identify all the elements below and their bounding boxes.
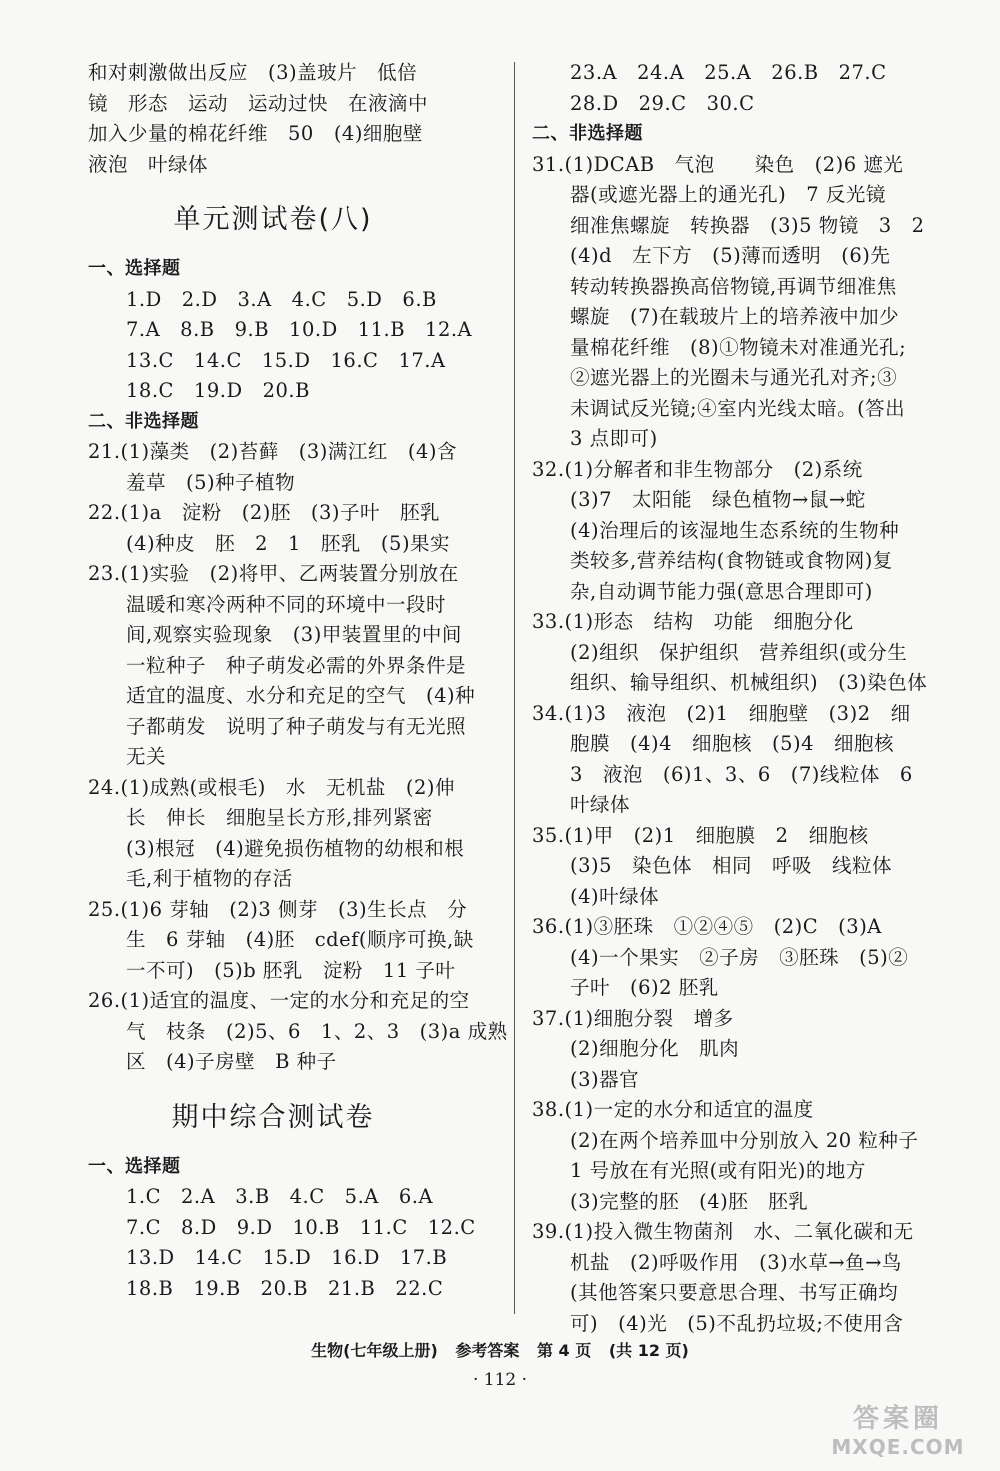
text-line: 和对刺激做出反应 (3)盖玻片 低倍 [88, 61, 418, 84]
text-line: 镜 形态 运动 运动过快 在液滴中 [88, 91, 429, 115]
text-line: 无关 [126, 745, 167, 768]
text-line: 适宜的温度、水分和充足的空气 (4)种 [126, 684, 476, 707]
footer-page: 第 4 页 [536, 1341, 592, 1360]
choice-answers [88, 1182, 498, 1304]
footer-answers: 参考答案 [455, 1341, 520, 1360]
text-line: 36.(1)③胚珠 ①②④⑤ (2)C (3)A [532, 915, 882, 938]
text-line: 24.(1)成熟(或根毛) 水 无机盐 (2)伸 [88, 775, 455, 799]
text-line: 一粒种子 种子萌发必需的外界条件是 [126, 653, 467, 677]
continued-answers [88, 58, 498, 180]
text-line: 34.(1)3 液泡 (2)1 细胞壁 (3)2 细 [532, 701, 911, 725]
text-line: 生 6 芽轴 (4)胚 cdef(顺序可换,缺 [126, 928, 474, 951]
text-line: 39.(1)投入微生物菌剂 水、二氧化碳和无 [532, 1220, 914, 1243]
text-line: (4)d 左下方 (5)薄而透明 (6)先 [570, 244, 891, 267]
text-line: (4)一个果实 ②子房 ③胚珠 (5)② [570, 945, 909, 969]
text-line: 7.A 8.B 9.B 10.D 11.B 12.A [126, 318, 473, 341]
text-line: 37.(1)细胞分裂 增多 [532, 1006, 734, 1030]
open-answers [532, 150, 942, 1340]
spacer [88, 180, 498, 200]
text-line: 3 点即可) [570, 427, 658, 450]
text-line: 26.(1)适宜的温度、一定的水分和充足的空 [88, 989, 470, 1012]
text-line: 间,观察实验现象 (3)甲装置里的中间 [126, 623, 462, 646]
text-line: (3)5 染色体 相同 呼吸 线粒体 [570, 854, 893, 877]
text-line: 转动转换器换高倍物镜,再调节细准焦 [570, 274, 897, 298]
column-divider [514, 62, 515, 1314]
text-line: 加入少量的棉花纤维 50 (4)细胞壁 [88, 122, 423, 145]
text-line: 33.(1)形态 结构 功能 细胞分化 [532, 610, 854, 633]
section-heading-choice: 一、选择题 [88, 1155, 181, 1177]
text-line: 子叶 (6)2 胚乳 [570, 976, 719, 999]
choice-answers [88, 285, 498, 407]
text-line: (4)叶绿体 [570, 884, 660, 908]
text-line: 13.D 14.C 15.D 16.D 17.B [126, 1246, 448, 1269]
text-line: 胞膜 (4)4 细胞核 (5)4 细胞核 [570, 732, 895, 755]
page-footer [0, 1340, 1000, 1362]
text-line: 38.(1)一定的水分和适宜的温度 [532, 1098, 814, 1121]
text-line: 杂,自动调节能力强(意思合理即可) [570, 579, 873, 603]
left-column [88, 58, 508, 1304]
text-line: 组织、输导组织、机械组织) (3)染色体 [570, 671, 928, 694]
text-line: 机盐 (2)呼吸作用 (3)水草→鱼→鸟 [570, 1250, 902, 1274]
text-line: (4)种皮 胚 2 1 胚乳 (5)果实 [126, 531, 451, 555]
text-line: 32.(1)分解者和非生物部分 (2)系统 [532, 457, 863, 481]
text-line: (3)完整的胚 (4)胚 胚乳 [570, 1189, 809, 1213]
section-heading-open: 二、非选择题 [532, 123, 643, 144]
page-number: · 112 · [472, 1370, 528, 1390]
text-line: 18.B 19.B 20.B 21.B 22.C [126, 1276, 444, 1300]
text-line: ②遮光器上的光圈未与通光孔对齐;③ [570, 366, 898, 389]
midterm-test-title: 期中综合测试卷 [171, 1101, 375, 1133]
open-answers [88, 437, 508, 1078]
text-line: 3 液泡 (6)1、3、6 (7)线粒体 6 [570, 762, 913, 786]
text-line: 13.C 14.C 15.D 16.C 17.A [126, 348, 446, 372]
text-line: 毛,利于植物的存活 [126, 867, 293, 890]
text-line: 35.(1)甲 (2)1 细胞膜 2 细胞核 [532, 823, 869, 847]
text-line: (3)7 太阳能 绿色植物→鼠→蛇 [570, 488, 866, 511]
text-line: 螺旋 (7)在载玻片上的培养液中加少 [570, 305, 900, 328]
text-line: 细准焦螺旋 转换器 (3)5 物镜 3 2 [570, 213, 925, 237]
text-line: 叶绿体 [570, 793, 631, 816]
text-line: 区 (4)子房壁 B 种子 [126, 1050, 337, 1073]
text-line: 23.(1)实验 (2)将甲、乙两装置分别放在 [88, 562, 459, 585]
text-line: 23.A 24.A 25.A 26.B 27.C [570, 61, 887, 84]
section-heading-open: 二、非选择题 [88, 410, 199, 432]
spacer [88, 1078, 498, 1098]
section-heading-choice: 一、选择题 [88, 258, 181, 279]
text-line: 7.C 8.D 9.D 10.B 11.C 12.C [126, 1215, 476, 1239]
text-line: 气 枝条 (2)5、6 1、2、3 (3)a 成熟 [126, 1019, 508, 1043]
right-column [532, 58, 942, 1339]
text-line: 器(或遮光器上的通光孔) 7 反光镜 [570, 183, 886, 206]
footer-total: (共 12 页) [608, 1341, 689, 1360]
text-line: 28.D 29.C 30.C [570, 91, 755, 115]
text-line: 18.C 19.D 20.B [126, 379, 310, 402]
text-line: (3)根冠 (4)避免损伤植物的幼根和根 [126, 836, 465, 860]
text-line: (2)在两个培养皿中分别放入 20 粒种子 [570, 1128, 919, 1152]
text-line: 31.(1)DCAB 气泡 染色 (2)6 遮光 [532, 152, 904, 176]
watermark-url: MXQE.COM [831, 1435, 965, 1459]
text-line: (2)组织 保护组织 营养组织(或分生 [570, 640, 908, 664]
text-line: 一不可) (5)b 胚乳 淀粉 11 子叶 [126, 958, 456, 982]
text-line: (4)治理后的该湿地生态系统的生物种 [570, 518, 900, 542]
text-line: 可) (4)光 (5)不乱扔垃圾;不使用含 [570, 1311, 904, 1335]
text-line: 未调试反光镜;④室内光线太暗。(答出 [570, 396, 906, 420]
text-line: 1.D 2.D 3.A 4.C 5.D 6.B [126, 287, 437, 311]
text-line: 液泡 叶绿体 [88, 152, 209, 176]
watermark-text: 答案圈 [852, 1404, 943, 1434]
spacer [88, 240, 498, 254]
spacer [88, 1138, 498, 1152]
text-line: (3)器官 [570, 1067, 640, 1091]
text-line: 1.C 2.A 3.B 4.C 5.A 6.A [126, 1185, 434, 1208]
footer-subject: 生物(七年级上册) [311, 1341, 438, 1360]
text-line: 25.(1)6 芽轴 (2)3 侧芽 (3)生长点 分 [88, 897, 468, 921]
text-line: 羞草 (5)种子植物 [126, 470, 296, 494]
text-line: 温暖和寒冷两种不同的环境中一段时 [126, 592, 447, 616]
text-line: (其他答案只要意思合理、书写正确均 [570, 1281, 899, 1304]
text-line: 22.(1)a 淀粉 (2)胚 (3)子叶 胚乳 [88, 501, 441, 524]
text-line: 类较多,营养结构(食物链或食物网)复 [570, 549, 893, 572]
choice-answers [532, 58, 942, 119]
text-line: (2)细胞分化 肌肉 [570, 1037, 740, 1060]
text-line: 21.(1)藻类 (2)苔藓 (3)满江红 (4)含 [88, 440, 457, 463]
text-line: 长 伸长 细胞呈长方形,排列紧密 [126, 806, 433, 829]
unit-test-8-title: 单元测试卷(八) [173, 204, 373, 235]
text-line: 子都萌发 说明了种子萌发与有无光照 [126, 714, 467, 738]
watermark-logo [808, 1398, 988, 1468]
text-line: 1 号放在有光照(或有阳光)的地方 [570, 1159, 866, 1182]
text-line: 量棉花纤维 (8)①物镜未对准通光孔; [570, 335, 907, 359]
